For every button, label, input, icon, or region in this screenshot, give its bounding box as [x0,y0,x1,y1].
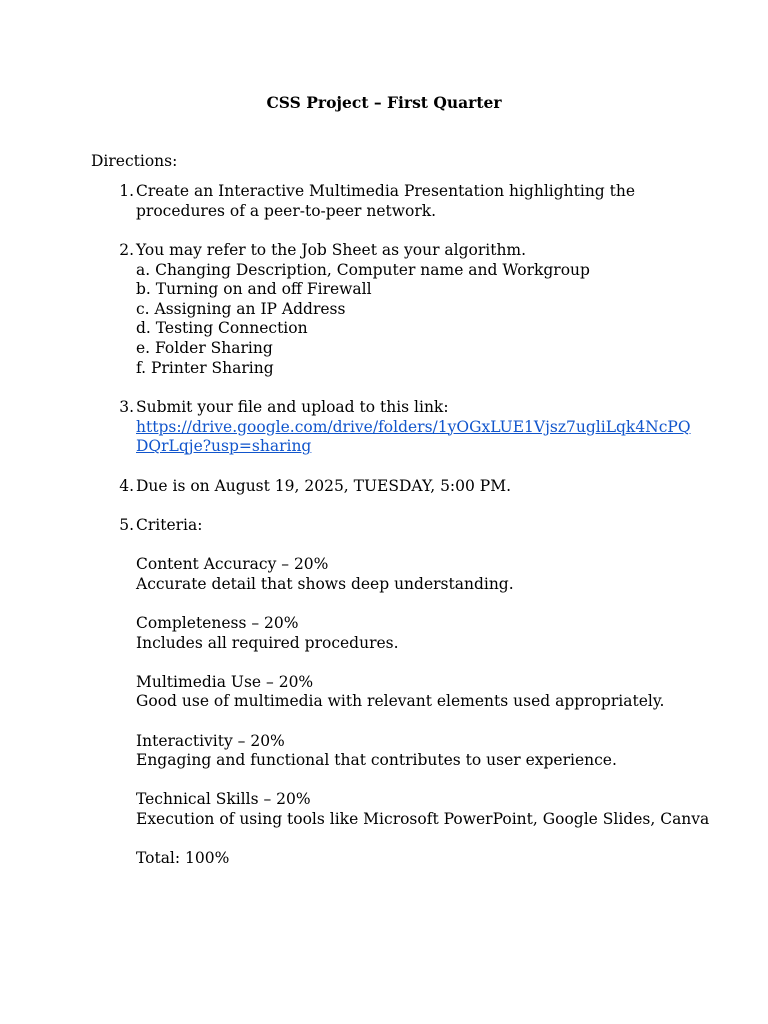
criterion-heading: Completeness – 20% [136,613,299,632]
list-item-body [136,241,696,378]
criterion-description: Accurate detail that shows deep understanding. [136,574,514,593]
sub-item: d. Testing Connection [136,319,308,338]
list-number: 2. [119,241,134,259]
list-item-body [136,398,696,457]
item-text-line: Create an Interactive Multimedia Presentation highlighting the [136,182,636,200]
sub-item: a. Changing Description, Computer name and Workgroup [136,260,590,279]
criteria-total: Total: 100% [136,849,230,868]
item-text-line: procedures of a peer-to-peer network. [136,201,437,220]
document-title: CSS Project – First Quarter [266,93,502,112]
sub-item: c. Assigning an IP Address [136,299,346,318]
list-number: 1. [119,182,134,200]
sub-item: f. Printer Sharing [136,358,274,377]
criterion-description: Good use of multimedia with relevant elements used appropriately. [136,692,665,711]
criterion-heading: Multimedia Use – 20% [136,672,314,691]
list-item-body [136,182,696,221]
due-date-text: Due is on August 19, 2025, TUESDAY, 5:00 PM. [136,477,512,495]
item-intro: Submit your file and upload to this link: [136,398,449,416]
criterion-description: Execution of using tools like Microsoft PowerPoint, Google Slides, Canva [136,809,710,828]
criterion-description: Engaging and functional that contributes to user experience. [136,751,617,770]
criterion-heading: Interactivity – 20% [136,731,285,750]
item-intro: You may refer to the Job Sheet as your algorithm. [136,241,527,259]
list-number: 4. [119,477,134,495]
sub-item: e. Folder Sharing [136,338,273,357]
upload-link-line-1[interactable]: https://drive.google.com/drive/folders/1yOGxLUE1Vjsz7ugliLqk4NcPQ [136,417,691,436]
directions-label: Directions: [91,152,178,170]
list-number: 3. [119,398,134,416]
criterion-heading: Content Accuracy – 20% [136,555,329,574]
criterion-description: Includes all required procedures. [136,633,399,652]
sub-item: b. Turning on and off Firewall [136,280,372,299]
criteria-label: Criteria: [136,516,203,534]
list-item-body [136,477,696,497]
upload-link-line-2[interactable]: DQrLqje?usp=sharing [136,437,312,456]
list-item-body [136,516,710,869]
criterion-heading: Technical Skills – 20% [136,790,311,809]
list-number: 5. [119,516,134,534]
